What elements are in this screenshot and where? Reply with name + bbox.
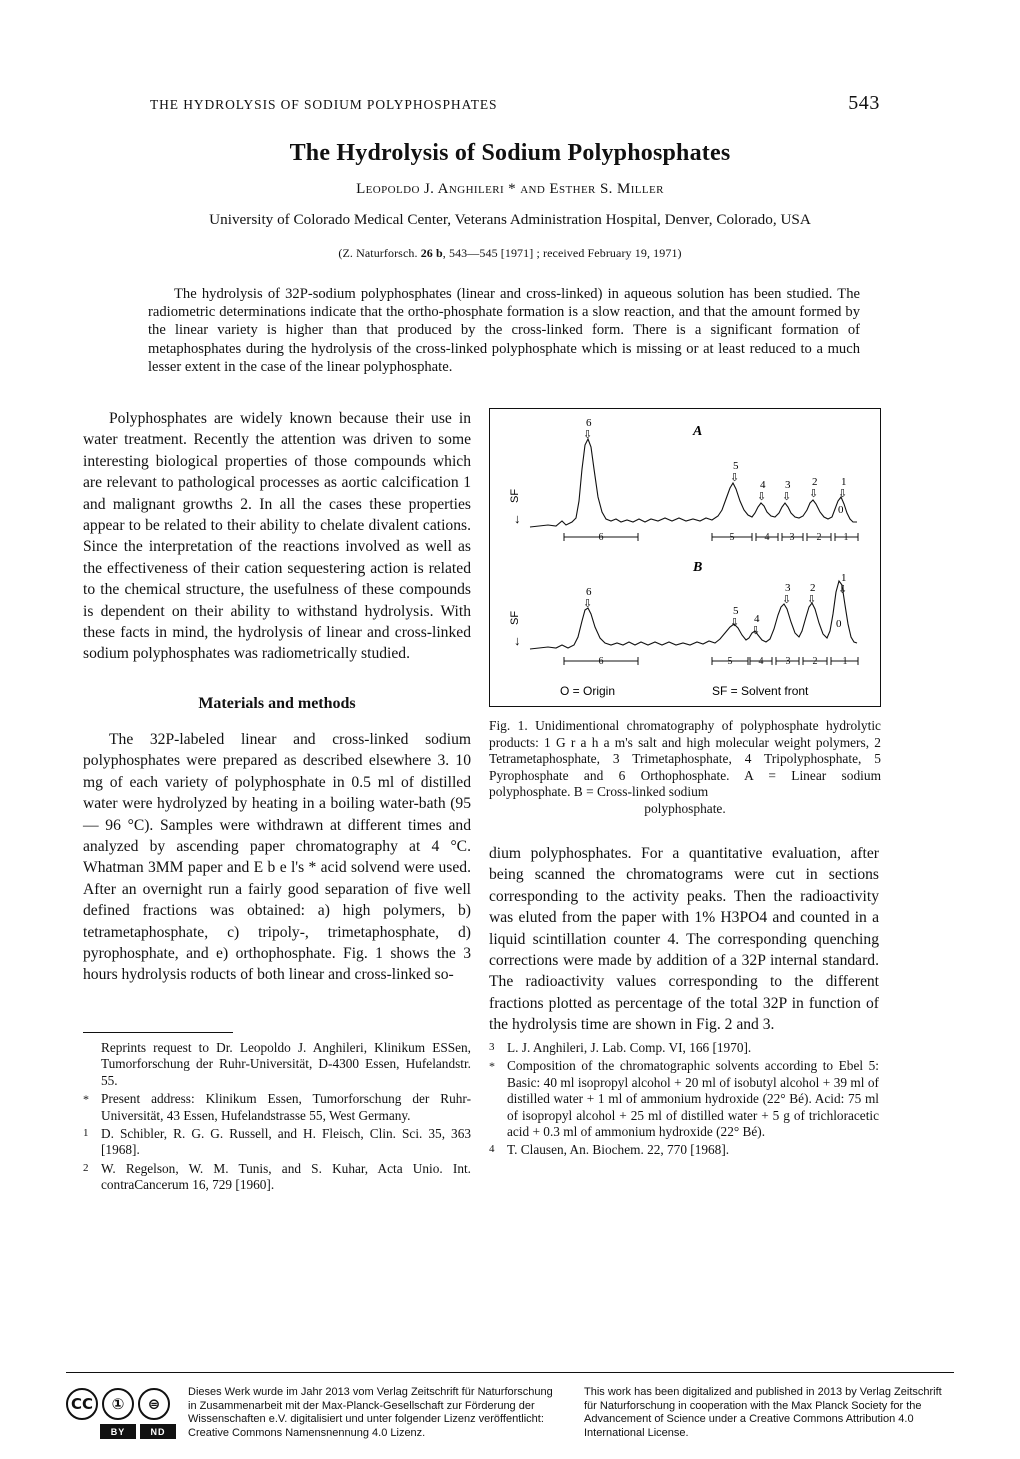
footnote-marker: 2	[83, 1161, 89, 1174]
cc-by-label: BY	[100, 1424, 136, 1439]
footnote-text: W. Regelson, W. M. Tunis, and S. Kuhar, Acta Unio. Int. contraCancerum 16, 729 [1960].	[101, 1160, 471, 1193]
peak-label-b-4: 4	[754, 613, 760, 625]
sf-arrow-b: ↓	[514, 633, 521, 648]
intro-paragraph: Polyphosphates are widely known because their use in water treatment. Recently the attention was driven to some interesting biological properties of those compounds which are relevant to pathological processes as aortic calcification 1 and malignant growths 2. In all the cases these properties appear to be related to their ability to chelate divalent cations. Since the interpretation of the reactions involved as well as the effectiveness of their cation sequestering action is related to the chemical structure, the usefulness of these compounds is dependent on their ability to withstand hydrolysis. With these facts in mind, the hydrolysis of linear and cross-linked sodium polyphosphates was radiometrically studied.	[83, 410, 471, 663]
chromatogram-svg	[490, 409, 878, 704]
svg-text:⇩: ⇩	[583, 598, 593, 610]
license-block	[66, 1386, 956, 1440]
title-block	[110, 140, 910, 261]
peak-label-a-5: 5	[733, 460, 739, 472]
footnote-text: L. J. Anghileri, J. Lab. Comp. VI, 166 [1970].	[507, 1040, 752, 1055]
license-text-english: This work has been digitalized and published in 2013 by Verlag Zeitschrift für Naturforschung in cooperation with the Max Planck Society for the Advancement of Science under a Creative Commons Attribution 4.0 International License.	[584, 1386, 942, 1439]
footnote-text: T. Clausen, An. Biochem. 22, 770 [1968].	[507, 1142, 730, 1158]
journal-ref-suffix: , 543—545 [1971] ; received February 19, 1971)	[442, 246, 682, 260]
footnote-marker: *	[489, 1059, 495, 1074]
svg-text:⇩: ⇩	[809, 488, 819, 500]
journal-reference	[110, 246, 910, 261]
axis-seg-a-1: 1	[843, 532, 849, 543]
peak-label-a-3: 3	[785, 479, 791, 491]
abstract: The hydrolysis of 32P-sodium polyphosphates (linear and cross-linked) in aqueous solution has been studied. The radiometric determinations indicate that the ortho-phosphate formation is a slow reaction, and that the amount formed by the linear variety is higher than that produced by the cross-linked form. There is a significant formation of metaphosphates during the hydrolysis of the cross-linked polyphosphate which is missing or at least reduced to a much lesser extent in the case of the linear polyphosphate.	[148, 286, 860, 375]
figure-1	[489, 408, 881, 707]
running-head	[150, 92, 880, 115]
axis-seg-a-2: 2	[816, 532, 822, 543]
axis-seg-b-5: 5	[727, 656, 733, 667]
peak-label-b-2: 2	[810, 582, 816, 594]
license-text-german: Dieses Werk wurde im Jahr 2013 vom Verlag Zeitschrift für Naturforschung in Zusammenarbeit mit der Max-Planck-Gesellschaft zur Förderung der Wissenschaften e.V. digitalisiert und unter folgender Lizenz veröffentlicht: Creative Commons Namensnennung 4.0 Lizenz.	[188, 1386, 553, 1439]
cc-nd-label: ND	[140, 1424, 176, 1439]
svg-text:⇩: ⇩	[730, 617, 740, 629]
svg-text:⇩: ⇩	[838, 584, 848, 596]
axis-seg-b-4: 4	[758, 656, 764, 667]
figure-caption-last-line: polyphosphate.	[644, 800, 726, 816]
origin-label-a: 0	[838, 504, 844, 516]
peak-label-b-1: 1	[841, 572, 847, 584]
footnote-marker: *	[83, 1092, 89, 1107]
svg-text:⇩: ⇩	[757, 491, 767, 503]
methods-paragraph: The 32P-labeled linear and cross-linked sodium polyphosphates were prepared as described elsewhere 3. 10 mg of each variety of polyphosphate in 0.5 ml of distilled water were hydrolyzed by heating in a boiling water-bath (95 — 96 °C). Samples were withdrawn at different times and analyzed by ascending paper chromatography at 4 °C. Whatman 3MM paper and E b e l's * acid solvend were used. After an overnight run a fairly good separation of five well defined fractions was obtained: a) high polymers, b) tetrametaphosphate, c) tripoly-, trimetaphosphate, d) pyrophosphate, and e) orthophosphate. Fig. 1 shows the 3 hours hydrolysis roducts of both linear and cross-linked so-	[83, 730, 471, 984]
footnote-item	[83, 1040, 471, 1089]
svg-text:⇩: ⇩	[583, 429, 593, 441]
peak-label-a-2: 2	[812, 476, 818, 488]
origin-label-b: 0	[836, 618, 842, 630]
sf-arrow-a: ↓	[514, 511, 521, 526]
svg-text:⇩: ⇩	[838, 488, 848, 500]
svg-text:⇩: ⇩	[782, 594, 792, 606]
peak-label-a-6: 6	[586, 417, 592, 429]
authors: Leopoldo J. Anghileri * and Esther S. Miller	[356, 181, 664, 197]
running-head-title: THE HYDROLYSIS OF SODIUM POLYPHOSPHATES	[150, 97, 498, 112]
axis-seg-b-2: 2	[812, 656, 818, 667]
page-number: 543	[848, 92, 880, 114]
footnote-item	[489, 1058, 879, 1140]
trace-b	[530, 581, 857, 649]
footnote-item	[489, 1142, 879, 1158]
creative-commons-badges	[66, 1386, 174, 1440]
cc-icon: CC	[66, 1388, 98, 1420]
axis-seg-a-5: 5	[729, 532, 735, 543]
footnote-rule-left	[83, 1032, 233, 1033]
page-title: The Hydrolysis of Sodium Polyphosphates	[289, 140, 731, 166]
panel-a-label: A	[693, 424, 703, 439]
license-divider	[66, 1372, 954, 1373]
cc-by-icon: ①	[102, 1388, 134, 1420]
affiliation: University of Colorado Medical Center, Veterans Administration Hospital, Denver, Colorado, USA	[209, 211, 811, 228]
peak-label-a-1: 1	[841, 476, 847, 488]
sf-legend: SF = Solvent front	[712, 684, 809, 698]
footnotes-left	[83, 1040, 471, 1196]
cc-nd-icon: ⊜	[138, 1388, 170, 1420]
footnote-marker: 1	[83, 1127, 89, 1140]
continuation-paragraph: dium polyphosphates. For a quantitative evaluation, after being scanned the chromatograms were cut in sections corresponding to the activity peaks. Then the radioactivity was eluted from the paper with 1% H3PO4 and counted in a liquid scintillation counter 4. The corresponding quenching corrections were made by addition of a 32P internal standard. The radioactivity values corresponding to the different fractions plotted as percentage of the total 32P in function of the hydrolysis time are shown in Fig. 2 and 3.	[489, 845, 879, 1034]
footnote-item	[83, 1091, 471, 1124]
axis-seg-a-3: 3	[789, 532, 795, 543]
peak-label-a-4: 4	[760, 479, 766, 491]
figure-caption-main: Fig. 1. Unidimentional chromatography of polyphosphate hydrolytic products: 1 G r a h a m's salt and high molecular weight polymers, 2 Tetrametaphosphate, 3 Trimetaphosphate, 4 Tripolyphosphate, 5 Pyrophosphate and 6 Orthophosphate. A = Linear sodium polyphosphate. B = Cross-linked sodium	[489, 718, 881, 800]
footnote-text: Present address: Klinikum Essen, Tumorforschung der Ruhr-Universität, 43 Essen, Hufelandstrasse 55, West Germany.	[101, 1091, 471, 1123]
footnote-marker: 3	[489, 1041, 495, 1053]
footnote-item	[83, 1161, 471, 1194]
origin-legend: O = Origin	[560, 684, 616, 698]
figure-caption	[489, 718, 881, 818]
svg-text:⇩: ⇩	[730, 472, 740, 484]
svg-text:⇩: ⇩	[782, 491, 792, 503]
panel-b-label: B	[693, 560, 703, 575]
axis-seg-a-6: 6	[598, 532, 604, 543]
license-text	[188, 1386, 954, 1440]
sf-label-b: SF	[509, 610, 521, 625]
footnote-text: D. Schibler, R. G. G. Russell, and H. Fleisch, Clin. Sci. 35, 363 [1968].	[101, 1126, 471, 1158]
svg-text:⇩: ⇩	[751, 625, 761, 637]
journal-ref-prefix: (Z. Naturforsch.	[338, 246, 421, 260]
section-heading-materials-and-methods: Materials and methods	[198, 694, 356, 712]
footnote-text: Reprints request to Dr. Leopoldo J. Anghileri, Klinikum ESSen, Tumorforschung der Ruhr-Universität, D-4300 Essen, Hufelandstr. 55.	[101, 1040, 471, 1088]
trace-a	[530, 439, 857, 527]
journal-ref-volume: 26 b	[420, 246, 443, 260]
footnotes-right	[489, 1040, 879, 1161]
peak-label-b-5: 5	[733, 605, 739, 617]
footnote-item	[489, 1040, 879, 1056]
axis-seg-a-4: 4	[764, 532, 770, 543]
axis-seg-b-1: 1	[842, 656, 848, 667]
axis-a	[564, 533, 858, 541]
footnote-item	[83, 1126, 471, 1159]
left-column	[83, 408, 471, 986]
footnote-marker: 4	[489, 1143, 495, 1156]
peak-label-b-3: 3	[785, 582, 791, 594]
right-column	[489, 843, 879, 1036]
axis-seg-b-6: 6	[598, 656, 604, 667]
footnote-text: Composition of the chromatographic solvents according to Ebel 5: Basic: 40 ml isopropyl alcohol + 20 ml of isobutyl alcohol + 39 ml of distilled water + 1 ml of ammonium hydroxide (22° Bé). Acid: 75 ml of isopropyl alcohol + 25 ml of distilled water + 5 g of trichloracetic acid + 0.3 ml of ammonium hydroxide (22° Bé).	[507, 1058, 879, 1140]
sf-label-a: SF	[509, 488, 521, 503]
axis-seg-b-3: 3	[785, 656, 791, 667]
peak-label-b-6: 6	[586, 586, 592, 598]
svg-text:⇩: ⇩	[807, 594, 817, 606]
